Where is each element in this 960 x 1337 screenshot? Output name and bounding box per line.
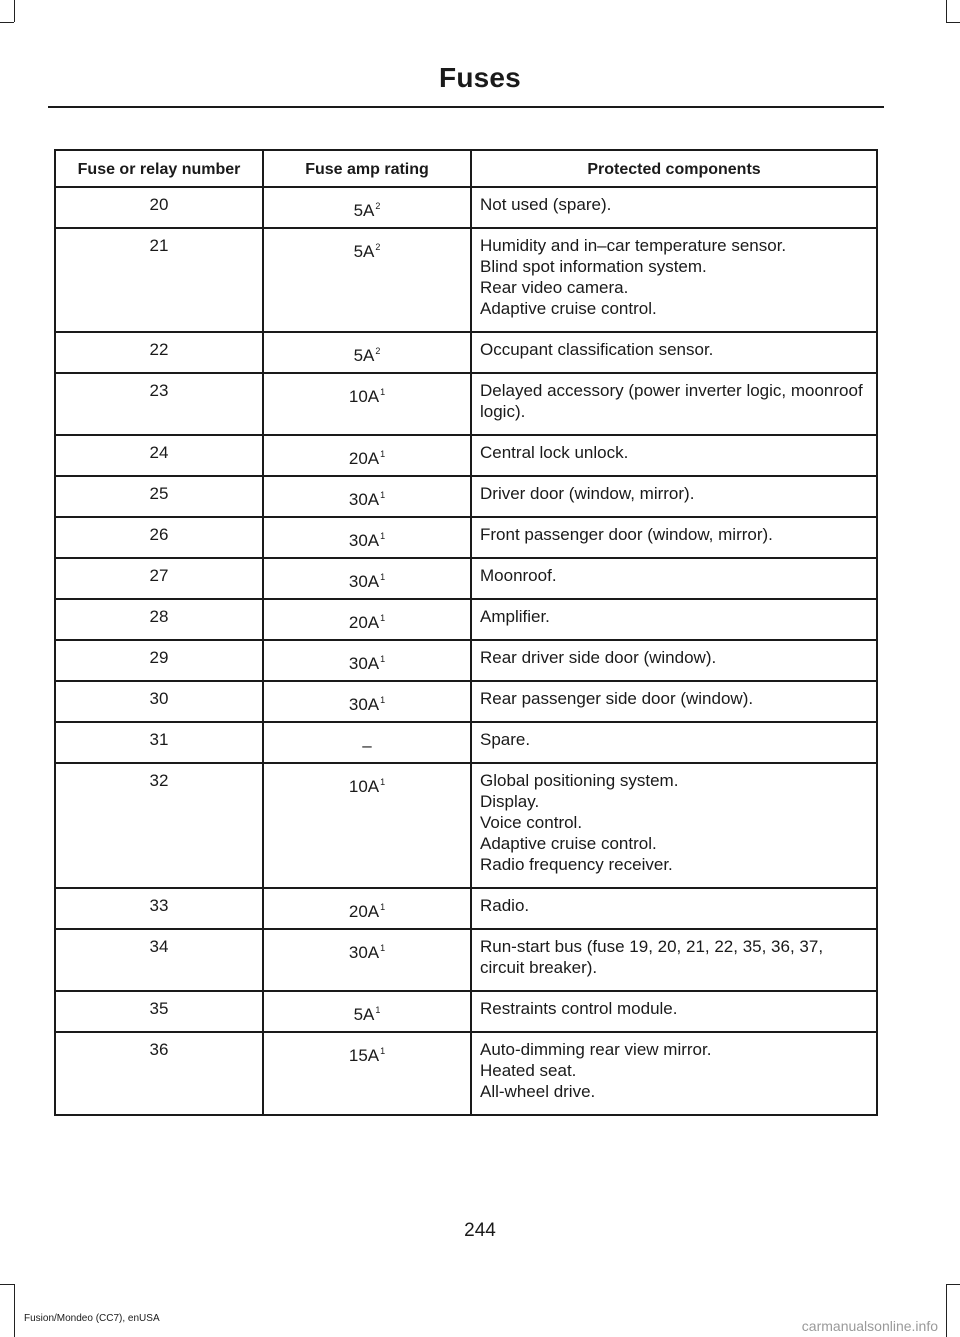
column-header-fuse-number: Fuse or relay number [55, 150, 263, 187]
component-line: Blind spot information system. [480, 257, 707, 276]
page-number: 244 [464, 1220, 496, 1241]
component-line: Radio frequency receiver. [480, 855, 673, 874]
amp-rating: 15A [348, 1046, 380, 1065]
component-line: Front passenger door (window, mirror). [480, 525, 773, 544]
footnote-marker: 1 [375, 1005, 381, 1015]
amp-rating: 30A [348, 572, 380, 591]
footnote-marker: 1 [380, 902, 386, 912]
amp-rating-cell [263, 888, 471, 929]
component-line: Heated seat. [480, 1061, 577, 1080]
protected-components [471, 476, 877, 517]
amp-rating-cell [263, 640, 471, 681]
table-row [55, 599, 877, 640]
table-row [55, 681, 877, 722]
table-row [55, 476, 877, 517]
amp-rating-cell [263, 187, 471, 228]
amp-rating-cell [263, 1032, 471, 1115]
amp-rating: 30A [348, 531, 380, 550]
fuse-number: 35 [55, 991, 263, 1032]
footnote-marker: 2 [375, 346, 381, 356]
component-line: Auto-dimming rear view mirror. [480, 1040, 712, 1059]
amp-rating-cell [263, 517, 471, 558]
component-line: Not used (spare). [480, 195, 612, 214]
component-line: Global positioning system. [480, 771, 679, 790]
table-row [55, 991, 877, 1032]
crop-mark [946, 0, 947, 22]
amp-rating: 30A [348, 695, 380, 714]
protected-components [471, 187, 877, 228]
fuse-table [54, 149, 878, 1116]
header-divider [48, 106, 884, 108]
protected-components [471, 332, 877, 373]
fuse-number: 24 [55, 435, 263, 476]
protected-components [471, 373, 877, 435]
watermark: carmanualsonline.info [801, 1318, 938, 1334]
protected-components [471, 558, 877, 599]
column-header-amp-rating: Fuse amp rating [263, 150, 471, 187]
table-header-row [55, 150, 877, 187]
table-row [55, 373, 877, 435]
amp-rating-cell [263, 722, 471, 763]
crop-mark [0, 22, 14, 23]
footnote-marker: 1 [380, 613, 386, 623]
footnote-marker: 1 [380, 695, 386, 705]
component-line: Voice control. [480, 813, 583, 832]
footnote-marker: 1 [380, 943, 386, 953]
amp-rating-cell [263, 681, 471, 722]
amp-rating-cell [263, 435, 471, 476]
table-row [55, 1032, 877, 1115]
amp-rating-cell [263, 558, 471, 599]
footnote-marker: 1 [380, 777, 386, 787]
protected-components [471, 640, 877, 681]
footnote-marker: 1 [380, 1046, 386, 1056]
fuse-number: 27 [55, 558, 263, 599]
amp-rating: 30A [348, 654, 380, 673]
fuse-number: 33 [55, 888, 263, 929]
component-line: Run-start bus (fuse 19, 20, 21, 22, 35, 36, 37, circuit breaker). [480, 937, 824, 977]
protected-components [471, 435, 877, 476]
footnote-marker: 1 [380, 531, 386, 541]
amp-rating: 30A [348, 490, 380, 509]
amp-rating-cell [263, 332, 471, 373]
fuse-number: 20 [55, 187, 263, 228]
component-line: Display. [480, 792, 540, 811]
fuse-table-body [55, 187, 877, 1115]
protected-components [471, 763, 877, 888]
protected-components [471, 722, 877, 763]
fuse-number: 30 [55, 681, 263, 722]
amp-rating: 20A [348, 613, 380, 632]
amp-rating: 20A [348, 902, 380, 921]
protected-components [471, 929, 877, 991]
protected-components [471, 681, 877, 722]
footnote-marker: 2 [375, 242, 381, 252]
component-line: Restraints control module. [480, 999, 678, 1018]
table-row [55, 187, 877, 228]
amp-rating: 5A [353, 201, 375, 220]
amp-rating: 10A [348, 387, 380, 406]
amp-rating-cell [263, 228, 471, 332]
amp-rating-cell [263, 991, 471, 1032]
footnote-marker: 1 [380, 654, 386, 664]
table-row [55, 332, 877, 373]
column-header-protected-components: Protected components [471, 150, 877, 187]
fuse-number: 25 [55, 476, 263, 517]
fuse-number: 34 [55, 929, 263, 991]
footnote-marker: 2 [375, 201, 381, 211]
protected-components [471, 599, 877, 640]
table-row [55, 640, 877, 681]
crop-mark [14, 1284, 15, 1337]
amp-rating: – [362, 736, 372, 755]
component-line: Central lock unlock. [480, 443, 629, 462]
protected-components [471, 991, 877, 1032]
component-line: Humidity and in–car temperature sensor. [480, 236, 787, 255]
table-row [55, 888, 877, 929]
fuse-number: 36 [55, 1032, 263, 1115]
crop-mark [946, 1284, 960, 1285]
fuse-number: 31 [55, 722, 263, 763]
footnote-marker: 1 [380, 449, 386, 459]
amp-rating: 30A [348, 943, 380, 962]
protected-components [471, 228, 877, 332]
fuse-number: 32 [55, 763, 263, 888]
table-row [55, 929, 877, 991]
page-title: Fuses [439, 62, 521, 93]
component-line: Rear video camera. [480, 278, 629, 297]
component-line: Spare. [480, 730, 531, 749]
fuse-number: 29 [55, 640, 263, 681]
protected-components [471, 517, 877, 558]
component-line: Adaptive cruise control. [480, 299, 657, 318]
table-row [55, 558, 877, 599]
component-line: Radio. [480, 896, 530, 915]
crop-mark [14, 0, 15, 22]
crop-mark [946, 1284, 947, 1337]
amp-rating-cell [263, 929, 471, 991]
component-line: Moonroof. [480, 566, 557, 585]
fuse-number: 22 [55, 332, 263, 373]
footer-text: Fusion/Mondeo (CC7), enUSA [24, 1313, 160, 1324]
footnote-marker: 1 [380, 572, 386, 582]
amp-rating: 20A [348, 449, 380, 468]
crop-mark [946, 22, 960, 23]
component-line: Rear passenger side door (window). [480, 689, 754, 708]
table-row [55, 435, 877, 476]
component-line: Occupant classification sensor. [480, 340, 714, 359]
component-line: All-wheel drive. [480, 1082, 596, 1101]
amp-rating-cell [263, 599, 471, 640]
fuse-number: 21 [55, 228, 263, 332]
protected-components [471, 888, 877, 929]
component-line: Adaptive cruise control. [480, 834, 657, 853]
fuse-number: 28 [55, 599, 263, 640]
amp-rating-cell [263, 373, 471, 435]
amp-rating: 5A [353, 346, 375, 365]
amp-rating: 5A [353, 242, 375, 261]
fuse-number: 26 [55, 517, 263, 558]
footnote-marker: 1 [380, 387, 386, 397]
amp-rating: 5A [353, 1005, 375, 1024]
amp-rating-cell [263, 476, 471, 517]
fuse-number: 23 [55, 373, 263, 435]
component-line: Driver door (window, mirror). [480, 484, 695, 503]
component-line: Rear driver side door (window). [480, 648, 717, 667]
crop-mark [0, 1284, 14, 1285]
amp-rating: 10A [348, 777, 380, 796]
table-row [55, 517, 877, 558]
amp-rating-cell [263, 763, 471, 888]
table-row [55, 763, 877, 888]
component-line: Delayed accessory (power inverter logic, moonroof logic). [480, 381, 863, 421]
component-line: Amplifier. [480, 607, 550, 626]
table-row [55, 722, 877, 763]
footnote-marker: 1 [380, 490, 386, 500]
protected-components [471, 1032, 877, 1115]
table-row [55, 228, 877, 332]
